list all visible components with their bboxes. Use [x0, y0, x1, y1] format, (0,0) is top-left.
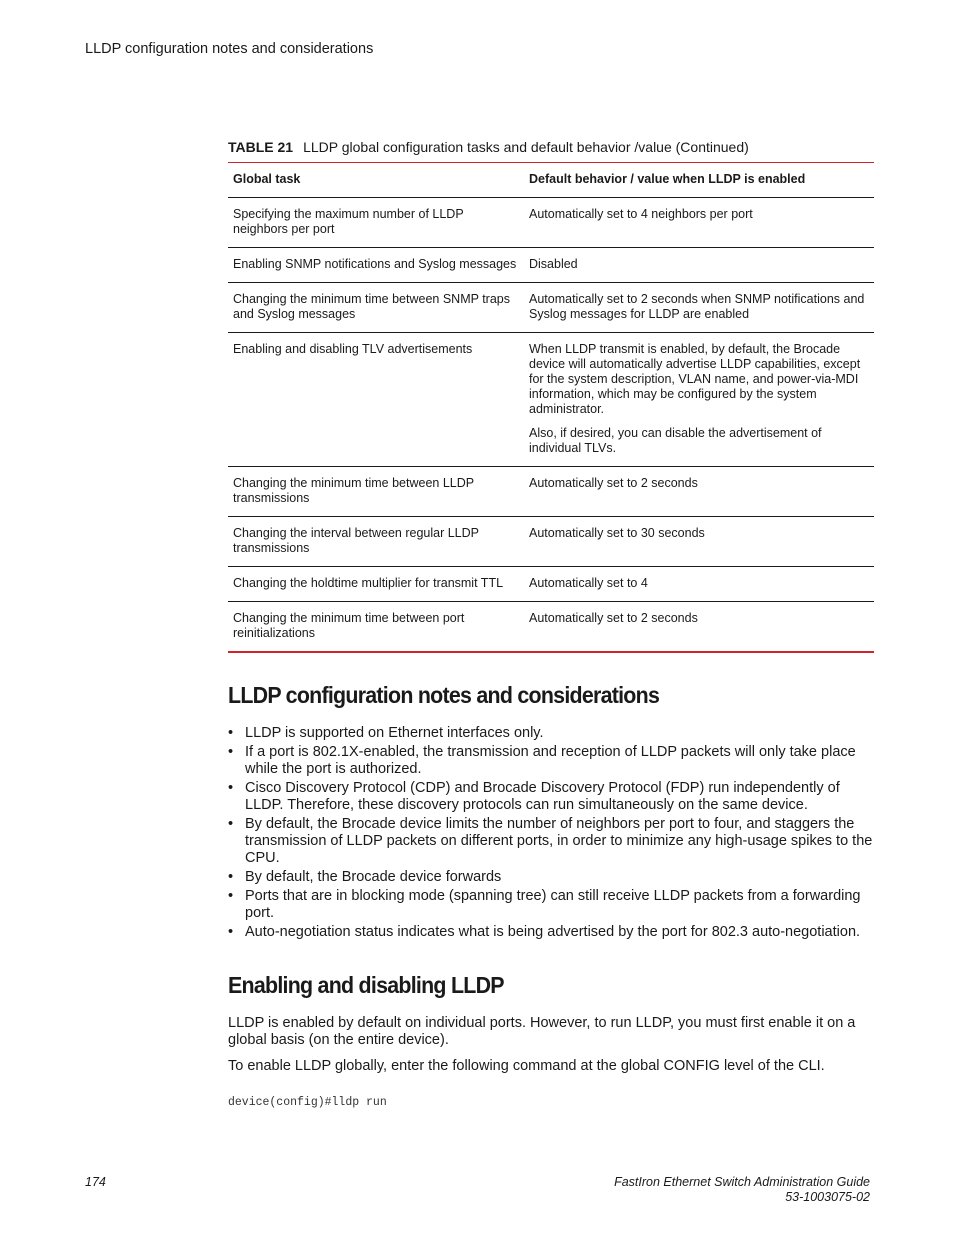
cell-global-task: Enabling SNMP notifications and Syslog messages: [228, 248, 524, 283]
list-item-text: By default, the Brocade device limits the number of neighbors per port to four, and staggers the transmission of LLDP packets on different ports, in order to minimize any high-usage spikes to the CPU.: [245, 816, 873, 866]
guide-title: FastIron Ethernet Switch Administration Guide: [614, 1175, 870, 1189]
bullet-icon: •: [228, 744, 234, 760]
list-item: [228, 888, 874, 922]
cell-paragraph: Automatically set to 2 seconds: [529, 611, 698, 625]
list-item: [228, 816, 874, 867]
table-title: LLDP global configuration tasks and default behavior /value (Continued): [303, 139, 749, 155]
cell-global-task: Changing the minimum time between port reinitializations: [233, 611, 465, 640]
cli-command: device(config)#lldp run: [228, 1096, 387, 1109]
cell-default-behavior: [524, 333, 874, 467]
cell-paragraph: Automatically set to 4 neighbors per port: [529, 207, 753, 221]
section-heading-notes: LLDP configuration notes and considerations: [228, 682, 660, 708]
bullet-icon: •: [228, 725, 234, 741]
table-row: [228, 602, 874, 653]
cell-default-behavior: [524, 567, 874, 602]
cell-paragraph: Also, if desired, you can disable the advertisement of individual TLVs.: [529, 426, 822, 455]
cell-paragraph: Automatically set to 4: [529, 576, 648, 590]
lldp-global-tasks-table: [228, 162, 874, 653]
list-item: [228, 725, 874, 742]
bullet-icon: •: [228, 869, 234, 885]
table-row: [228, 567, 874, 602]
cell-paragraph: Disabled: [529, 257, 578, 271]
cell-global-task: Changing the holdtime multiplier for transmit TTL: [228, 567, 524, 602]
table-row: [228, 198, 874, 248]
cell-paragraph: Automatically set to 2 seconds: [529, 476, 698, 490]
table-number: TABLE 21: [228, 139, 294, 155]
cell-default-behavior: [524, 248, 874, 283]
doc-number: 53-1003075-02: [785, 1190, 870, 1204]
cell-global-task: Changing the minimum time between LLDP transmissions: [228, 467, 524, 517]
list-item-text: Ports that are in blocking mode (spanning tree) can still receive LLDP packets from a forwarding port.: [245, 888, 861, 921]
table-row: [228, 517, 874, 567]
footer-doc-info: [614, 1175, 870, 1205]
cell-paragraph: Automatically set to 2 seconds when SNMP notifications and Syslog messages for LLDP are enabled: [529, 292, 865, 321]
cell-global-task: Changing the interval between regular LLDP transmissions: [228, 517, 524, 567]
cell-default-behavior: [524, 283, 874, 333]
column-header-task: Global task: [228, 163, 524, 198]
table-row: [228, 283, 874, 333]
cell-default-behavior: [524, 198, 874, 248]
list-item: [228, 924, 874, 941]
cell-default-behavior: [524, 602, 874, 653]
list-item-text: By default, the Brocade device forwards: [245, 869, 502, 885]
table-row: [228, 467, 874, 517]
cell-paragraph: When LLDP transmit is enabled, by default, the Brocade device will automatically advertise LLDP capabilities, except for the system description, VLAN name, and power-via-MDI information, which may be configured by the system administrator.: [529, 342, 861, 416]
cell-global-task: Specifying the maximum number of LLDP neighbors per port: [228, 198, 524, 248]
list-item-text: LLDP is supported on Ethernet interfaces only.: [245, 725, 544, 741]
cell-paragraph: Automatically set to 30 seconds: [529, 526, 705, 540]
cell-global-task: Changing the minimum time between SNMP traps and Syslog messages: [228, 283, 524, 333]
running-head: LLDP configuration notes and considerations: [85, 41, 374, 57]
list-item-text: Auto-negotiation status indicates what is being advertised by the port for 802.3 auto-negotiation.: [245, 924, 861, 940]
list-item-text: If a port is 802.1X-enabled, the transmission and reception of LLDP packets will only take place while the port is authorized.: [245, 744, 856, 777]
table-header-row: [228, 163, 874, 198]
column-header-default: Default behavior / value when LLDP is enabled: [524, 163, 874, 198]
bullet-icon: •: [228, 924, 234, 940]
section-heading-enable: Enabling and disabling LLDP: [228, 972, 504, 998]
bullet-icon: •: [228, 780, 234, 796]
list-item: [228, 780, 874, 814]
cell-default-behavior: [524, 517, 874, 567]
notes-bullet-list: [228, 725, 874, 943]
table-row: [228, 248, 874, 283]
paragraph-instruction: To enable LLDP globally, enter the following command at the global CONFIG level of the CLI.: [228, 1058, 825, 1074]
paragraph-intro: LLDP is enabled by default on individual ports. However, to run LLDP, you must first enable it on a global basis (on the entire device).: [228, 1015, 856, 1048]
table-caption: [228, 139, 874, 155]
list-item-text: Cisco Discovery Protocol (CDP) and Brocade Discovery Protocol (FDP) run independently of LLDP. Therefore, these discovery protocols can run simultaneously on the same device.: [245, 780, 840, 813]
cell-default-behavior: [524, 467, 874, 517]
bullet-icon: •: [228, 888, 234, 904]
page-number: 174: [85, 1175, 106, 1189]
cell-global-task: Enabling and disabling TLV advertisements: [228, 333, 524, 467]
list-item: [228, 744, 874, 778]
bullet-icon: •: [228, 816, 234, 832]
table-row: [228, 333, 874, 467]
list-item: [228, 869, 874, 886]
